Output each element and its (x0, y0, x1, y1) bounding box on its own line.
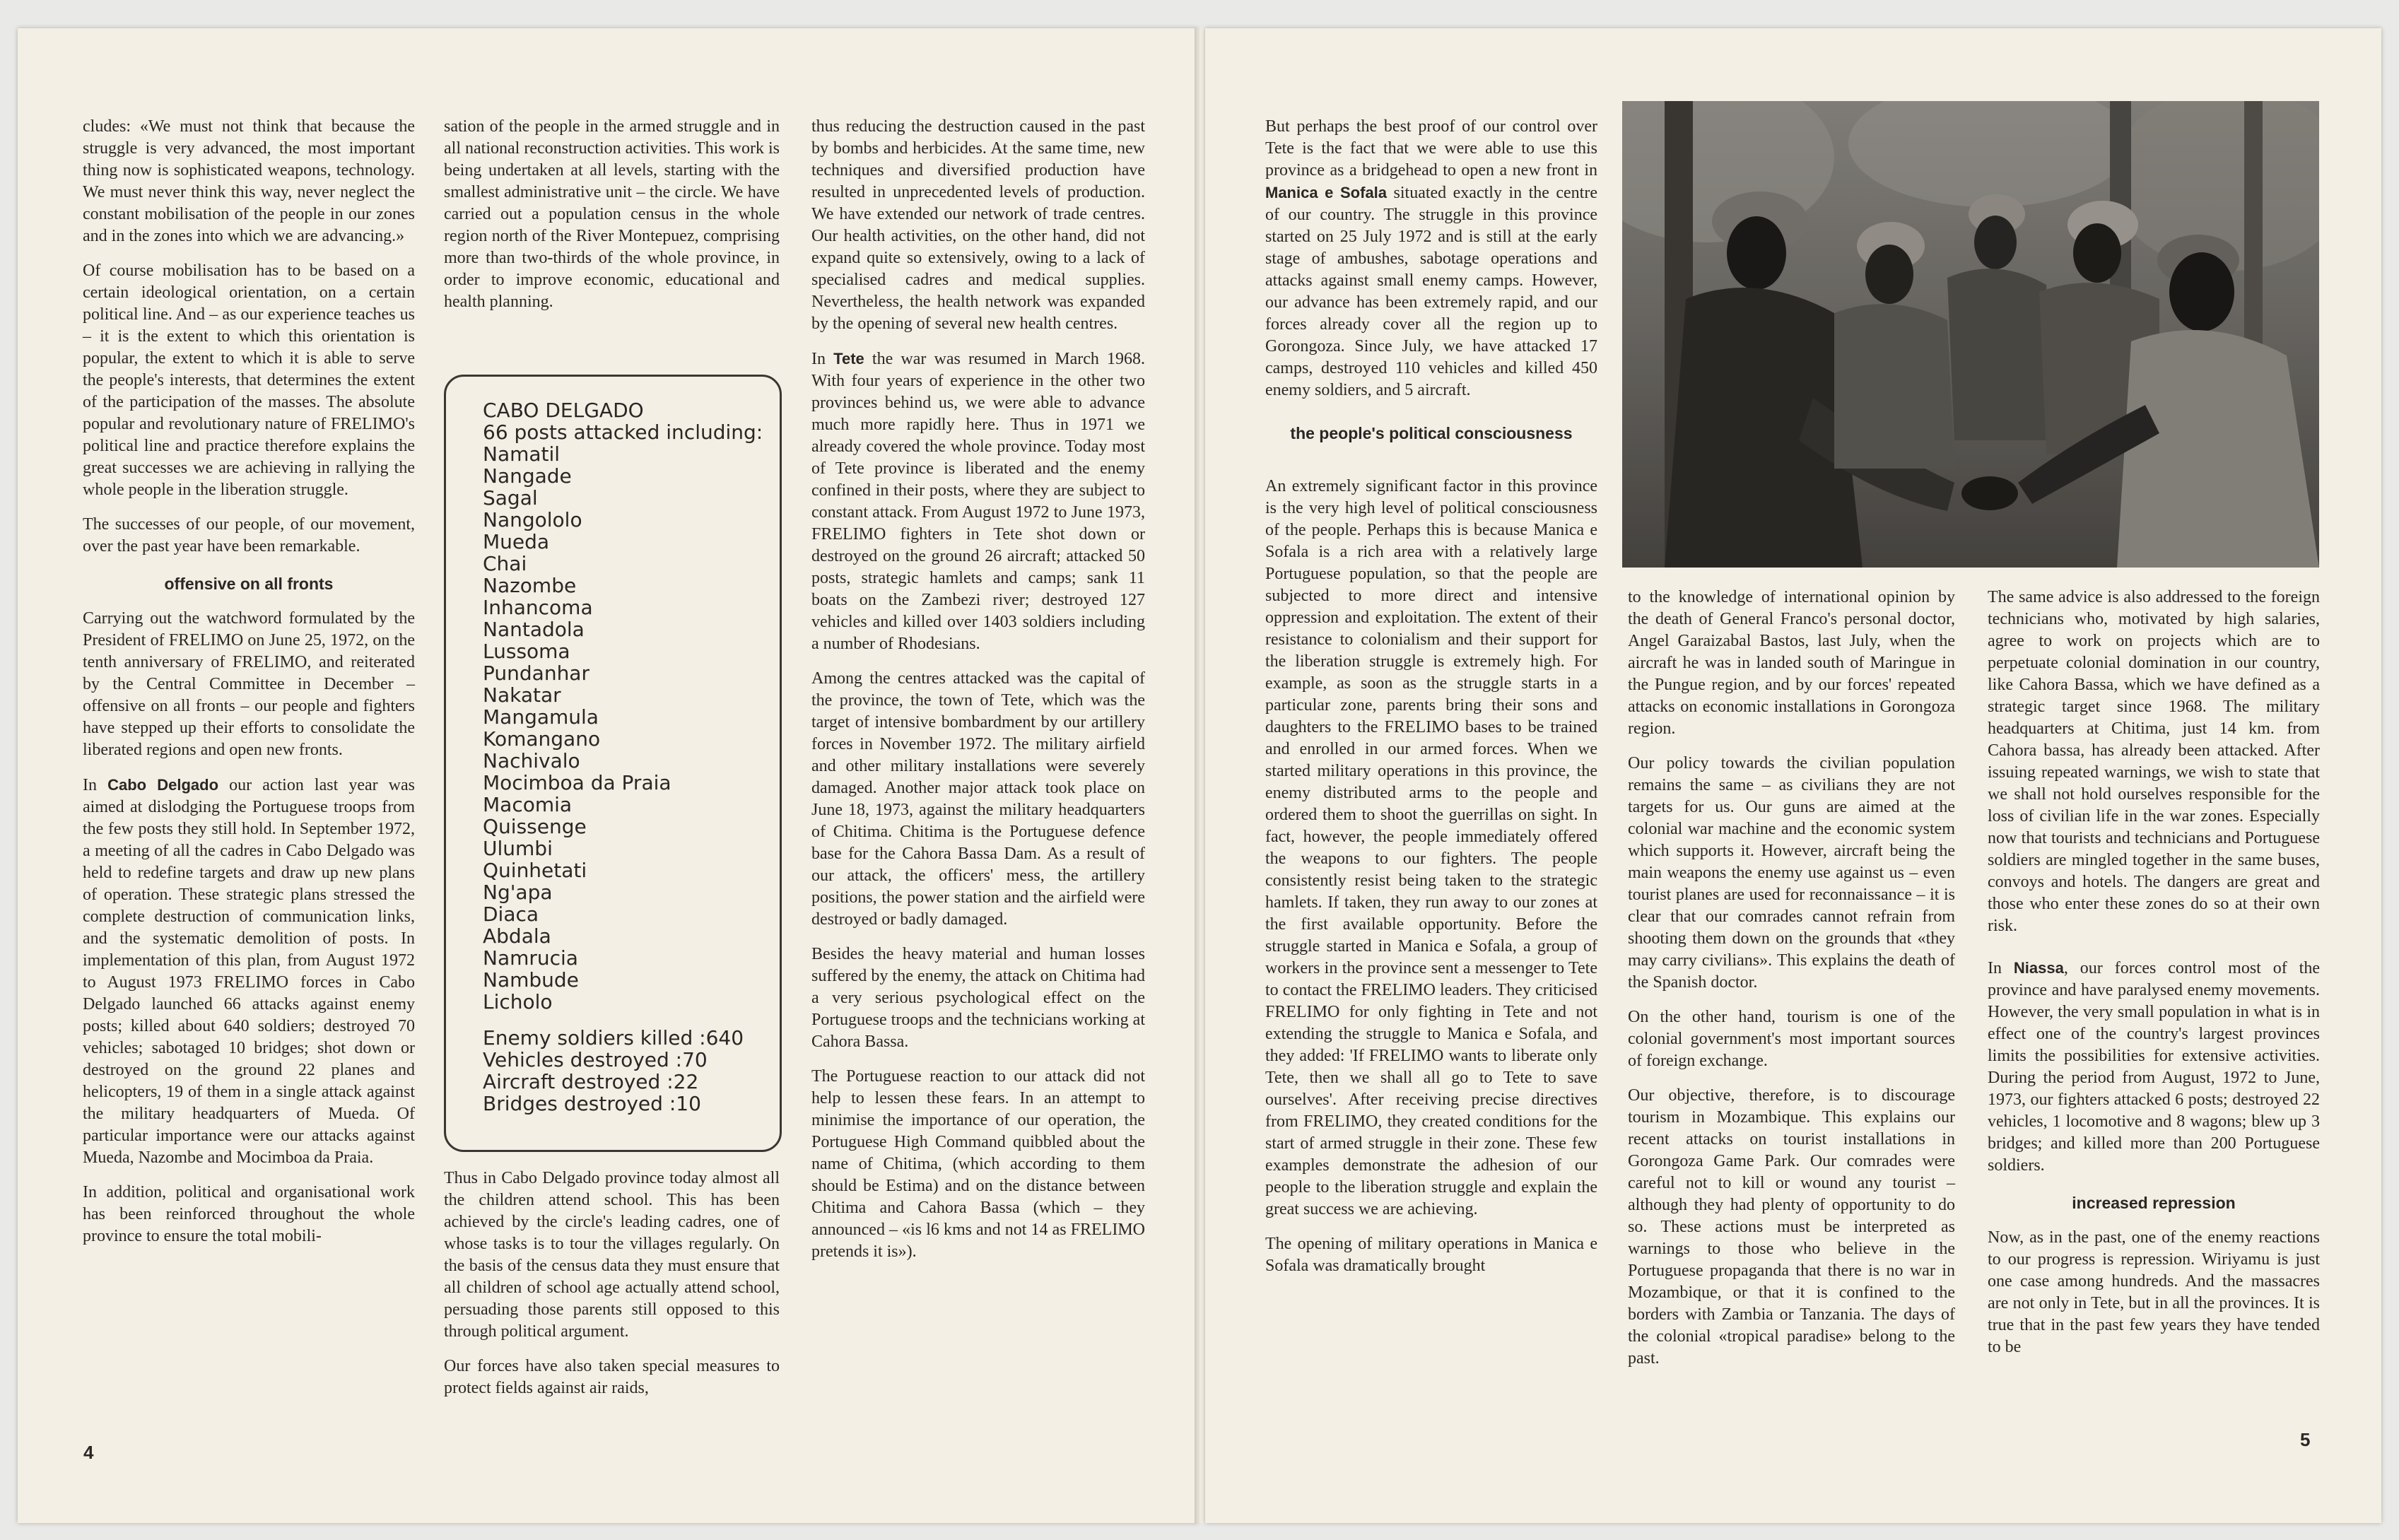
inline-text: situated exactly in the centre of our country. The struggle in this province started on 25 July 1972 and is still at the early stage of ambushes, sabotage operations and attacks against small enemy camps. However, our advance has been extremely rapid, and our forces already cover all the region up to Gorongoza. Since July, we have attacked 17 camps, destroyed 110 vehicles and killed 450 enemy soldiers, and 5 aircraft. (1265, 184, 1597, 399)
paragraph: Thus in Cabo Delgado province today almost all the children attend school. This has been achieved by the circle's leading cadres, one of whose tasks is to tour the villages regularly. On the basis of the census data they must ensure that all children of school age actually attend school, persuading those parents still opposed to this through political argument. (444, 1169, 780, 1341)
photo-illustration (1622, 101, 2319, 568)
cabo-delgado-sidebar-box (444, 375, 782, 1152)
paragraph: The Portuguese reaction to our attack did not help to lessen these fears. In an attempt to minimise the importance of our operation, the Portuguese High Command quibbled about the name of Chitima, (which according to them should be Estima) and on the distance between Chitima and Cahora Bassa (which – they announced – «is l6 kms and not 14 as FRELIMO pretends it is»). (811, 1067, 1145, 1261)
stat-line: Bridges destroyed :10 (483, 1092, 701, 1115)
paragraph: An extremely significant factor in this province is the very high level of political consciousness of the people. Perhaps this is because Manica e Sofala is a rich area with a relatively large Portuguese population, so that the people are subjected to more direct and intensive oppression and exploitation. The extent of their resistance to colonialism and their support for the liberation struggle is extremely high. For example, as soon as the struggle starts in a particular zone, parents bring their sons and daughters to the FRELIMO bases to be trained and enrolled in our armed forces. When we started military operations in this province, the enemy distributed arms to the people and ordered them to shoot the guerrillas on sight. In fact, however, the people immediately offered the weapons to our fighters. The people consistently resist being taken to the strategic hamlets. If taken, they run away to our zones at the first available opportunity. Before the struggle started in Manica e Sofala, a group of workers in the province sent a messenger to Tete to contact the FRELIMO leaders. They criticised FRELIMO for only fighting in Tete and not extending the struggle to Manica e Sofala, and they added: 'If FRELIMO wants to liberate only Tete, then we shall all go to Tete to save ourselves'. After receiving precise directives from FRELIMO, they created conditions for the start of armed struggle in their zone. These few examples demonstrate the adhesion of our people to the liberation struggle and explain the great success we are achieving. (1265, 477, 1597, 1218)
paragraph: On the other hand, tourism is one of the colonial government's most important sources of foreign exchange. (1628, 1008, 1955, 1070)
paragraph: Among the centres attacked was the capital of the province, the town of Tete, which was the target of intensive bombardment by our artillery forces in November 1972. The military airfield and other military installations were severely damaged. Another major attack took place on June 18, 1973, against the military headquarters of Chitima. Chitima is the Portuguese defence base for the Cahora Bassa Dam. As a result of our attack, the officers' mess, the artillery positions, the power station and the airfield were destroyed or badly damaged. (811, 669, 1145, 929)
post-name: Namrucia (483, 946, 578, 970)
post-name: Nangade (483, 464, 572, 488)
post-name: Nangololo (483, 508, 582, 531)
stat-line: Aircraft destroyed :22 (483, 1070, 699, 1093)
paragraph: to the knowledge of international opinion by the death of General Franco's personal doctor, Angel Garaizabal Bastos, last July, when the aircraft he was in landed south of Maringue in the Pungue region, and by our forces' repeated attacks on economic installations in Gorongoza region. (1628, 588, 1955, 738)
stat-line: Enemy soldiers killed :640 (483, 1026, 744, 1050)
post-name: Nachivalo (483, 749, 580, 772)
left-column-1 (83, 116, 415, 1260)
inline-text: In (1988, 959, 2002, 977)
page-number-left: 4 (83, 1442, 94, 1463)
post-name: Mueda (483, 530, 550, 553)
paragraph: thus reducing the destruction caused in the past by bombs and herbicides. At the same time, new techniques and diversified production have resulted in unprecedented levels of production. We have extended our network of trade centres. Our health activities, on the other hand, did not expand quite so extensively, owing to a lack of specialised cadres and medical supplies. Nevertheless, the health network was expanded by the opening of several new health centres. (811, 117, 1145, 333)
post-name: Pundanhar (483, 662, 590, 685)
post-name: Licholo (483, 990, 553, 1013)
section-heading-repression: increased repression (2072, 1194, 2236, 1212)
post-name: Mangamula (483, 705, 599, 729)
left-column-3 (811, 116, 1145, 1276)
right-column-2 (1628, 587, 1955, 1382)
right-column-1 (1265, 116, 1597, 1290)
region-name-tete: Tete (833, 350, 864, 368)
post-name: Diaca (483, 903, 539, 926)
paragraph: sation of the people in the armed struggle and in all national reconstruction activities. This work is being undertaken at all levels, starting with the smallest administrative unit – the circle. We have carried out a population census in the whole region north of the River Montepuez, comprising more than two-thirds of the whole province, in order to improve economic, educational and health planning. (444, 117, 780, 311)
left-column-2 (444, 116, 780, 326)
post-name: Sagal (483, 486, 538, 510)
section-heading-consciousness: the people's political consciousness (1290, 424, 1573, 442)
paragraph: Carrying out the watchword formulated by the President of FRELIMO on June 25, 1972, on the tenth anniversary of FRELIMO, and reiterated by the Central Committee in December – offensive on all fronts – our people and fighters have stepped up their efforts to consolidate the liberated regions and open new fronts. (83, 609, 415, 759)
region-name-manica-sofala: Manica e Sofala (1265, 184, 1388, 201)
paragraph (1265, 116, 1597, 401)
paragraph: In addition, political and organisational work has been reinforced throughout the whole province to ensure the total mobili- (83, 1183, 415, 1245)
region-name-cabo-delgado: Cabo Delgado (107, 776, 219, 794)
box-subtitle: 66 posts attacked including: (483, 421, 763, 444)
stat-line: Vehicles destroyed :70 (483, 1048, 708, 1071)
inline-text: the war was resumed in March 1968. With four years of experience in the other two provinces behind us, we were able to advance much more rapidly here. Thus in 1971 we already covered the whole province. Today most of Tete province is liberated and the enemy confined in their posts, where they are subject to constant attack. From August 1972 to June 1973, FRELIMO fighters in Tete shot down or destroyed on the ground 26 aircraft; attacked 50 posts, strategic hamlets and camps; sank 11 boats on the Zambezi river; destroyed 127 vehicles and killed over 1403 soldiers including a number of Rhodesians. (811, 350, 1146, 653)
right-column-3 (1988, 587, 2320, 1371)
spacer (483, 1013, 766, 1027)
paragraph: Our forces have also taken special measures to protect fields against air raids, (444, 1357, 780, 1397)
post-name: Mocimboa da Praia (483, 771, 671, 794)
section-heading-offensive: offensive on all fronts (164, 575, 334, 593)
paragraph: Our policy towards the civilian population remains the same – as civilians they are not targets for us. Our guns are aimed at the colonial war machine and the economic system which supports it. However, aircraft being the main weapons the enemy use against us – even tourist planes are used for reconnaissance – it is clear that our comrades cannot refrain from shooting them down on the grounds that «they may carry civilians». This explains the death of the Spanish doctor. (1628, 754, 1955, 992)
inline-text: our action last year was aimed at dislodging the Portuguese troops from the few posts they still hold. In September 1972, a meeting of all the cadres in Cabo Delgado was held to redefine targets and draw up new plans of operation. These strategic plans stressed the complete destruction of communication links, and the systematic demolition of posts. In implementation of this plan, from August 1972 to August 1973 FRELIMO forces in Cabo Delgado launched 66 attacks against enemy posts; killed about 640 soldiers; destroyed 70 vehicles; sabotaged 10 bridges; shot down or destroyed on the ground 22 planes and helicopters, 19 of them in a single attack against the military headquarters of Mueda. Of particular importance were our attacks against Mueda, Nazombe and Mocimboa da Praia. (83, 776, 416, 1167)
post-name: Nambude (483, 968, 579, 992)
paragraph (811, 348, 1145, 655)
region-name-niassa: Niassa (2013, 959, 2064, 977)
post-name: Nazombe (483, 574, 577, 597)
post-name: Namatil (483, 442, 561, 466)
post-name: Macomia (483, 793, 573, 816)
paragraph: Besides the heavy material and human losses suffered by the enemy, the attack on Chitima had a very serious psychological effect on the Portuguese troops and the technicians working at Cahora Bassa. (811, 945, 1145, 1051)
stats-list (483, 1027, 766, 1115)
post-list (483, 443, 766, 1013)
inline-text: But perhaps the best proof of our control over Tete is the fact that we were able to use this province as a bridgehead to open a new front in (1265, 117, 1597, 180)
post-name: Chai (483, 552, 527, 575)
paragraph: The successes of our people, of our movement, over the past year have been remarkable. (83, 515, 415, 556)
post-name: Abdala (483, 924, 551, 948)
handshake-photo (1622, 101, 2319, 568)
paragraph: Of course mobilisation has to be based on a certain ideological orientation, on a certain political line. And – as our experience teaches us – it is the extent to which this orientation is popular, the extent to which it is able to serve the people's interests, that determines the extent of the participation of the masses. The absolute popular and revolutionary nature of FRELIMO's political line and practice therefore explains the great successes we are achieving in rallying the whole people in the liberation struggle. (83, 261, 415, 499)
paragraph: Now, as in the past, one of the enemy reactions to our progress is repression. Wiriyamu is just one case among hundreds. And the massacres are not only in Tete, but in all the provinces. It is true that in the past few years they have tended to be (1988, 1228, 2320, 1356)
post-name: Komangano (483, 727, 601, 751)
post-name: Ng'apa (483, 881, 553, 904)
paragraph: The opening of military operations in Manica e Sofala was dramatically brought (1265, 1235, 1597, 1275)
paragraph (1988, 957, 2320, 1177)
inline-text: , our forces control most of the province and have paralysed enemy movements. However, the very small population in what is in effect one of the country's largest provinces limits the possibilities for extensive activities. During the period from August, 1972 to June, 1973, our fighters attacked 6 posts; destroyed 22 vehicles, 1 locomotive and 8 wagons; blew up 3 bridges; and killed more than 200 Portuguese soldiers. (1988, 959, 2320, 1175)
post-name: Nantadola (483, 618, 585, 641)
left-column-2b (444, 1168, 780, 1412)
post-name: Ulumbi (483, 837, 553, 860)
paragraph: Our objective, therefore, is to discourage tourism in Mozambique. This explains our recent attacks on tourist installations in Gorongoza Game Park. Our comrades were careful not to kill or wound any tourist – although they had plenty of opportunity to do so. These actions must be interpreted as warnings to those who believe in the Portuguese propaganda that there is no war in Mozambique, or that it is confined to the borders with Zambia or Tanzania. The days of the colonial «tropical paradise» belong to the past. (1628, 1086, 1955, 1368)
post-name: Quinhetati (483, 859, 587, 882)
post-name: Nakatar (483, 683, 561, 707)
paragraph: The same advice is also addressed to the foreign technicians who, motivated by high salaries, agree to work on projects which are to perpetuate colonial domination in our country, like Cahora Bassa, which we have defined as a strategic target since 1968. The military headquarters at Chitima, just 14 km. from Cahora bassa, has already been attacked. After issuing repeated warnings, we wish to state that we shall not hold ourselves responsible for the loss of civilian life in the war zones. Especially now that tourists and technicians and Portuguese soldiers are mingled together in the same buses, convoys and hotels. The dangers are great and those who enter these zones do so at their own risk. (1988, 588, 2320, 935)
inline-text: In (811, 350, 826, 368)
box-title: CABO DELGADO (483, 399, 644, 422)
paragraph: cludes: «We must not think that because the struggle is very advanced, the most important thing now is sophisticated weapons, technology. We must never think this way, never neglect the constant mobilisation of the people in our zones and in the zones into which we are advancing.» (83, 117, 415, 245)
post-name: Quissenge (483, 815, 587, 838)
post-name: Lussoma (483, 640, 570, 663)
paragraph (83, 774, 415, 1169)
page-number-right: 5 (2300, 1429, 2311, 1450)
inline-text: In (83, 776, 97, 794)
post-name: Inhancoma (483, 596, 593, 619)
